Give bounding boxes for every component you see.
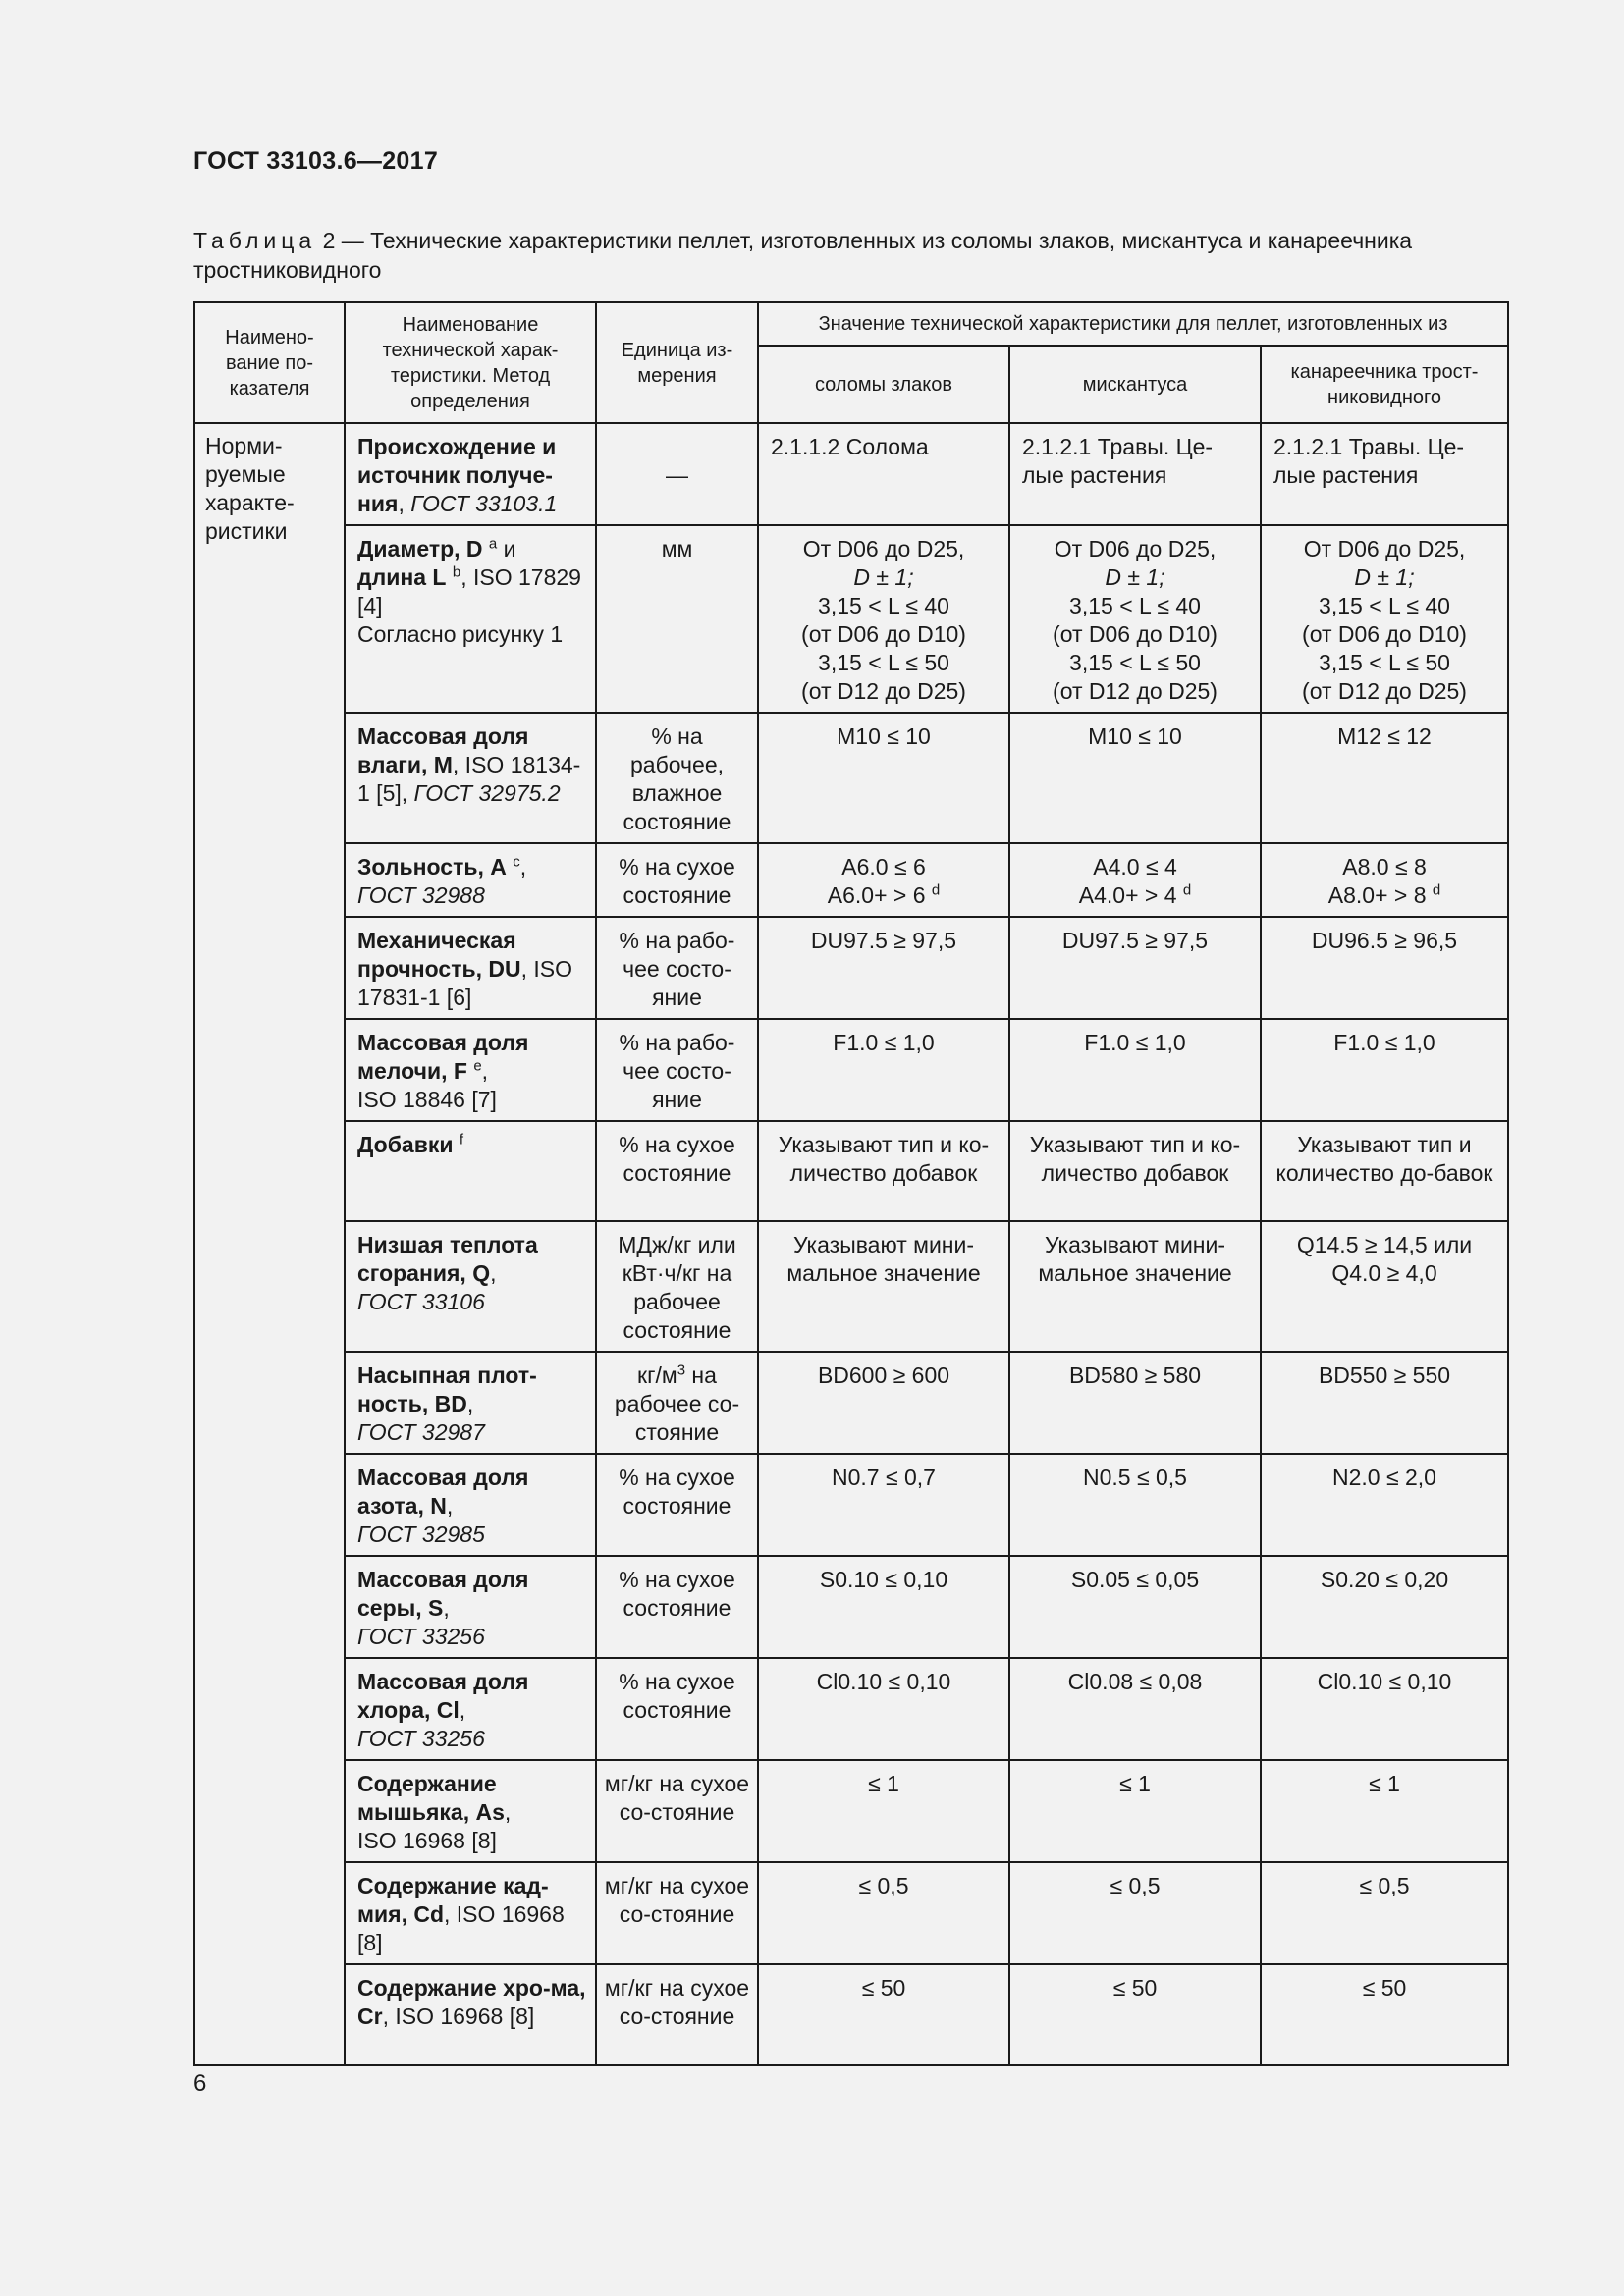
row-canary-cell: ≤ 50 [1261, 1964, 1508, 2065]
value-line [1268, 881, 1501, 910]
row-name-cell [345, 1352, 596, 1454]
value-line: От D06 до D25, [1303, 536, 1466, 561]
value-line: D ± 1; [1354, 564, 1415, 590]
row-canary-cell: 2.1.2.1 Травы. Це-лые растения [1261, 423, 1508, 525]
row-straw-cell: N0.7 ≤ 0,7 [758, 1454, 1009, 1556]
value-line: (от D06 до D10) [1302, 621, 1467, 647]
value-line: A6.0 ≤ 6 [841, 854, 926, 880]
table-caption [193, 226, 1509, 285]
row-miscanthus-cell: Cl0.08 ≤ 0,08 [1009, 1658, 1261, 1760]
row-name-bold: Массовая доля азота, N [357, 1465, 529, 1519]
value-line: (от D12 до D25) [801, 678, 966, 704]
value-line: От D06 до D25, [802, 536, 965, 561]
header-value-group: Значение технической характеристики для пеллет, изготовленных из [758, 302, 1508, 346]
caption-prefix: Таблица [193, 228, 317, 253]
row-name-cell [345, 1121, 596, 1221]
row-canary-cell: Cl0.10 ≤ 0,10 [1261, 1658, 1508, 1760]
caption-text: — Технические характеристики пеллет, изготовленных из соломы злаков, мискантуса и канареечника тростниковидного [193, 228, 1413, 283]
unit-superscript: 3 [677, 1362, 686, 1379]
row-name-rest: , ISO 16968 [8] [382, 2003, 535, 2029]
row-name-rest: , [490, 1260, 497, 1286]
row-canary-cell: Указывают тип и количество до-бавок [1261, 1121, 1508, 1221]
row-name-rest: , ISO 17829 [4] [357, 564, 581, 618]
row-name-bold: Происхождение и источник получе-ния [357, 434, 557, 516]
row-unit-cell: % на рабо-чее состо-яние [596, 1019, 758, 1121]
row-unit-cell: — [596, 423, 758, 525]
row-name-method: ГОСТ 33256 [357, 1726, 485, 1751]
value-line: (от D06 до D10) [801, 621, 966, 647]
row-straw-cell: ≤ 50 [758, 1964, 1009, 2065]
row-name-extra: ISO 16968 [8] [357, 1828, 497, 1853]
unit-text: на рабочее со-стояние [614, 1362, 740, 1445]
row-name-cell [345, 917, 596, 1019]
row-name-bold: Содержание мышьяка, As [357, 1771, 505, 1825]
table-row [194, 713, 1508, 843]
row-straw-cell [758, 525, 1009, 713]
row-unit-cell: % на сухое состояние [596, 843, 758, 917]
row-straw-cell: Cl0.10 ≤ 0,10 [758, 1658, 1009, 1760]
value-line: Q4.0 ≥ 4,0 [1331, 1260, 1437, 1286]
row-name-cell [345, 1658, 596, 1760]
row-canary-cell: F1.0 ≤ 1,0 [1261, 1019, 1508, 1121]
row-miscanthus-cell: BD580 ≥ 580 [1009, 1352, 1261, 1454]
caption-number: 2 [322, 228, 336, 253]
footnote-mark: d [1182, 881, 1192, 899]
row-name-cell [345, 1760, 596, 1862]
value-line: 3,15 < L ≤ 40 [1069, 593, 1201, 618]
row-canary-cell: S0.20 ≤ 0,20 [1261, 1556, 1508, 1658]
row-name-method: ГОСТ 32985 [357, 1522, 485, 1547]
table-row [194, 1221, 1508, 1352]
value-text: A8.0+ > 8 [1327, 882, 1427, 908]
value-line: D ± 1; [1105, 564, 1165, 590]
row-unit-cell: % на сухое состояние [596, 1658, 758, 1760]
row-name-cell [345, 1019, 596, 1121]
table-row [194, 1760, 1508, 1862]
row-miscanthus-cell [1009, 525, 1261, 713]
table-row [194, 1556, 1508, 1658]
table-row [194, 1019, 1508, 1121]
row-canary-cell: N2.0 ≤ 2,0 [1261, 1454, 1508, 1556]
row-miscanthus-cell: Указывают мини-мальное значение [1009, 1221, 1261, 1352]
characteristics-table [193, 301, 1509, 2066]
footnote-mark: f [459, 1131, 464, 1148]
row-name-bold: Зольность, A [357, 854, 507, 880]
row-name-method: ГОСТ 32987 [357, 1419, 485, 1445]
row-name-cell [345, 1221, 596, 1352]
row-name-mid: и [497, 536, 516, 561]
row-name-cell [345, 1964, 596, 2065]
row-straw-cell: Указывают тип и ко-личество добавок [758, 1121, 1009, 1221]
row-name-bold: Добавки [357, 1132, 454, 1157]
row-unit-cell: % на сухое состояние [596, 1556, 758, 1658]
row-canary-cell: DU96.5 ≥ 96,5 [1261, 917, 1508, 1019]
row-name-bold: Массовая доля мелочи, F [357, 1030, 529, 1084]
row-canary-cell [1261, 525, 1508, 713]
value-line: 3,15 < L ≤ 50 [818, 650, 949, 675]
row-straw-cell: F1.0 ≤ 1,0 [758, 1019, 1009, 1121]
value-line: (от D12 до D25) [1053, 678, 1218, 704]
row-unit-cell: % на рабо-чее состо-яние [596, 917, 758, 1019]
row-name-cell [345, 1556, 596, 1658]
table-row [194, 1658, 1508, 1760]
header-canary: канареечника трост-никовидного [1261, 346, 1508, 423]
row-name-rest: , [504, 1799, 512, 1825]
row-miscanthus-cell: 2.1.2.1 Травы. Це-лые растения [1009, 423, 1261, 525]
row-straw-cell: ≤ 1 [758, 1760, 1009, 1862]
value-line: 3,15 < L ≤ 40 [818, 593, 949, 618]
row-canary-cell: ≤ 1 [1261, 1760, 1508, 1862]
document-code: ГОСТ 33103.6—2017 [193, 147, 439, 175]
value-line: 3,15 < L ≤ 50 [1069, 650, 1201, 675]
table-row [194, 1352, 1508, 1454]
table-row [194, 1964, 1508, 2065]
value-line: 3,15 < L ≤ 40 [1319, 593, 1450, 618]
row-name-rest: , ISO 16968 [8] [357, 1901, 565, 1955]
header-miscanthus: мискантуса [1009, 346, 1261, 423]
value-line: A4.0 ≤ 4 [1093, 854, 1177, 880]
row-miscanthus-cell: M10 ≤ 10 [1009, 713, 1261, 843]
row-name-cell [345, 525, 596, 713]
table-row [194, 1862, 1508, 1964]
value-line [1016, 881, 1254, 910]
row-name-rest: , [466, 1391, 474, 1416]
row-unit-cell: МДж/кг или кВт·ч/кг на рабочее состояние [596, 1221, 758, 1352]
value-line: 3,15 < L ≤ 50 [1319, 650, 1450, 675]
footnote-mark: c [513, 853, 520, 871]
value-line: D ± 1; [853, 564, 914, 590]
value-text: A4.0+ > 4 [1078, 882, 1177, 908]
row-name-method: ГОСТ 33256 [357, 1624, 485, 1649]
footnote-mark: a [488, 535, 498, 553]
table-row [194, 1121, 1508, 1221]
header-straw: соломы злаков [758, 346, 1009, 423]
row-canary-cell [1261, 843, 1508, 917]
value-line: (от D06 до D10) [1053, 621, 1218, 647]
unit-text: кг/м [637, 1362, 677, 1388]
row-straw-cell: BD600 ≥ 600 [758, 1352, 1009, 1454]
row-name-bold: Массовая доля серы, S [357, 1567, 529, 1621]
row-straw-cell: M10 ≤ 10 [758, 713, 1009, 843]
row-straw-cell: 2.1.1.2 Солома [758, 423, 1009, 525]
row-straw-cell: S0.10 ≤ 0,10 [758, 1556, 1009, 1658]
row-name-method: ГОСТ 33106 [357, 1289, 485, 1314]
row-miscanthus-cell: F1.0 ≤ 1,0 [1009, 1019, 1261, 1121]
header-indicator: Наимено-вание по-казателя [194, 302, 345, 423]
row-name-bold: Диаметр, D [357, 536, 483, 561]
value-line: Q14.5 ≥ 14,5 или [1296, 1232, 1473, 1257]
footnote-mark: d [1432, 881, 1441, 899]
row-unit-cell: % на сухое состояние [596, 1121, 758, 1221]
row-canary-cell: M12 ≤ 12 [1261, 713, 1508, 843]
row-name-bold: Содержание хро-ма, Cr [357, 1975, 586, 2029]
header-unit: Единица из-мерения [596, 302, 758, 423]
row-canary-cell: ≤ 0,5 [1261, 1862, 1508, 1964]
row-straw-cell: DU97.5 ≥ 97,5 [758, 917, 1009, 1019]
row-name-bold: Насыпная плот-ность, BD [357, 1362, 537, 1416]
row-unit-cell: мм [596, 525, 758, 713]
row-name-rest: , [398, 491, 411, 516]
row-name-bold: Содержание кад-мия, Cd [357, 1873, 549, 1927]
row-miscanthus-cell: Указывают тип и ко-личество добавок [1009, 1121, 1261, 1221]
value-line: (от D12 до D25) [1302, 678, 1467, 704]
row-unit-cell: мг/кг на сухое со-стояние [596, 1964, 758, 2065]
row-unit-cell: мг/кг на сухое со-стояние [596, 1862, 758, 1964]
row-name-rest: , ISO 18134-1 [5], [357, 752, 581, 806]
table-row [194, 525, 1508, 713]
row-miscanthus-cell: N0.5 ≤ 0,5 [1009, 1454, 1261, 1556]
row-name-bold-2: длина L [357, 564, 447, 590]
row-name-extra: ISO 18846 [7] [357, 1087, 497, 1112]
row-name-rest: , [481, 1058, 489, 1084]
row-miscanthus-cell [1009, 843, 1261, 917]
row-straw-cell: ≤ 0,5 [758, 1862, 1009, 1964]
row-name-rest: , [519, 854, 527, 880]
row-name-bold: Массовая доля влаги, M [357, 723, 529, 777]
row-name-rest: , [443, 1595, 450, 1621]
row-unit-cell: % на сухое состояние [596, 1454, 758, 1556]
value-line: От D06 до D25, [1054, 536, 1217, 561]
row-name-cell [345, 1454, 596, 1556]
row-unit-cell: % на рабочее, влажное состояние [596, 713, 758, 843]
page-number: 6 [193, 2070, 207, 2097]
header-name: Наименование технической харак-теристики. Метод определения [345, 302, 596, 423]
value-text: A6.0+ > 6 [827, 882, 926, 908]
value-line [765, 881, 1002, 910]
row-name-cell [345, 713, 596, 843]
table-row [194, 1454, 1508, 1556]
value-line: A8.0 ≤ 8 [1342, 854, 1427, 880]
table-row [194, 917, 1508, 1019]
row-name-cell [345, 843, 596, 917]
footnote-mark: e [473, 1057, 482, 1075]
row-unit-cell: мг/кг на сухое со-стояние [596, 1760, 758, 1862]
row-name-method: ГОСТ 32988 [357, 882, 485, 908]
row-name-bold: Низшая теплота сгорания, Q [357, 1232, 538, 1286]
row-unit-cell [596, 1352, 758, 1454]
indicator-group-cell: Норми-руемые характе-ристики [194, 423, 345, 2065]
row-miscanthus-cell: ≤ 0,5 [1009, 1862, 1261, 1964]
row-name-method: ГОСТ 32975.2 [413, 780, 561, 806]
footnote-mark: b [452, 563, 461, 581]
row-name-rest: , [446, 1493, 454, 1519]
row-name-method: ГОСТ 33103.1 [410, 491, 558, 516]
row-name-cell [345, 1862, 596, 1964]
row-name-bold: Массовая доля хлора, Cl [357, 1669, 529, 1723]
row-miscanthus-cell: S0.05 ≤ 0,05 [1009, 1556, 1261, 1658]
row-miscanthus-cell: ≤ 50 [1009, 1964, 1261, 2065]
row-name-extra: Согласно рисунку 1 [357, 621, 564, 647]
row-miscanthus-cell: ≤ 1 [1009, 1760, 1261, 1862]
row-canary-cell [1261, 1221, 1508, 1352]
row-name-rest: , ISO 17831-1 [6] [357, 956, 573, 1010]
row-canary-cell: BD550 ≥ 550 [1261, 1352, 1508, 1454]
row-straw-cell [758, 843, 1009, 917]
row-straw-cell: Указывают мини-мальное значение [758, 1221, 1009, 1352]
table-row [194, 843, 1508, 917]
row-name-rest: , [459, 1697, 466, 1723]
row-name-bold: Механическая прочность, DU [357, 928, 521, 982]
table-row [194, 423, 1508, 525]
footnote-mark: d [931, 881, 941, 899]
row-name-cell [345, 423, 596, 525]
row-miscanthus-cell: DU97.5 ≥ 97,5 [1009, 917, 1261, 1019]
